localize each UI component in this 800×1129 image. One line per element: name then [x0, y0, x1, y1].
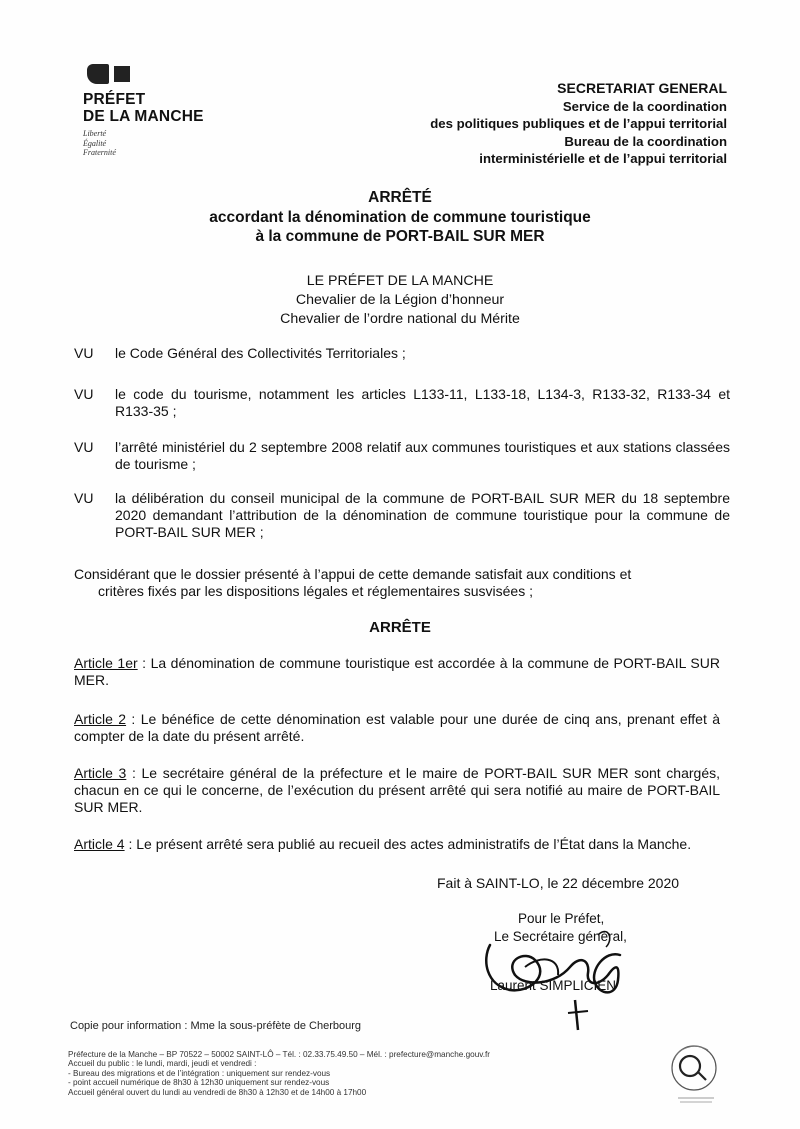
visa-label: VU: [74, 345, 94, 361]
arrete-heading: ARRÊTE: [369, 619, 431, 636]
visa-text: le code du tourisme, notamment les articles L133-11, L133-18, L134-3, R133-32, R133-34 et R133-35 ;: [115, 386, 730, 419]
visa-text: l’arrêté ministériel du 2 septembre 2008 relatif aux communes touristiques et aux stations classées de tourisme ;: [115, 439, 730, 472]
article-label: Article 3: [74, 765, 127, 781]
footer-line: Accueil général ouvert du lundi au vendredi de 8h30 à 12h30 et de 14h00 à 17h00: [68, 1087, 367, 1097]
visa-item: [74, 345, 730, 362]
logo-title-line1: PRÉFET: [83, 91, 146, 108]
visa-item: [74, 439, 730, 473]
motto-fraternite: Fraternité: [83, 148, 116, 157]
copy-recipient: Copie pour information : Mme la sous-préfète de Cherbourg: [70, 1020, 362, 1032]
article-2: [74, 711, 720, 745]
visa-item: [74, 386, 730, 420]
article-text: : La dénomination de commune touristique est accordée à la commune de PORT-BAIL SUR MER.: [74, 655, 720, 689]
motto-liberte: Liberté: [83, 129, 107, 138]
signatory-name: Laurent SIMPLICIEN: [490, 978, 617, 993]
visa-label: VU: [74, 490, 94, 506]
visa-label: VU: [74, 386, 94, 402]
visa-label: VU: [74, 439, 94, 455]
article-label: Article 2: [74, 711, 127, 727]
quality-label-stamp-icon: [656, 1032, 738, 1114]
handwritten-signature: [480, 905, 680, 1035]
prefecture-logo: [83, 64, 233, 158]
footer-line: - Bureau des migrations et de l’intégration : uniquement sur rendez-vous: [68, 1068, 331, 1078]
article-3: [74, 765, 720, 817]
prefet-titles: [100, 272, 700, 329]
visa-item: [74, 490, 730, 540]
title-line: ARRÊTÉ: [368, 189, 432, 206]
article-text: : Le présent arrêté sera publié au recueil des actes administratifs de l’État dans la Manche.: [124, 836, 692, 852]
considerant-line: Considérant que le dossier présenté à l’appui de cette demande satisfait aux conditions et: [74, 566, 632, 582]
prefet-line: Chevalier de l’ordre national du Mérite: [280, 311, 520, 327]
motto-egalite: Égalité: [83, 138, 107, 148]
header-line: Bureau de la coordination: [564, 133, 727, 149]
footer-line: - point accueil numérique de 8h30 à 12h30 uniquement sur rendez-vous: [68, 1078, 330, 1088]
visa-text: le Code Général des Collectivités Territoriales ;: [115, 345, 406, 361]
article-4: [74, 836, 720, 853]
header-line: interministérielle et de l’appui territorial: [479, 151, 727, 166]
article-text: : Le secrétaire général de la préfecture et le maire de PORT-BAIL SUR MER sont chargés, chacun en ce qui le concerne, de l’exécution du présent arrêté qui sera notifié au maire de PORT-BAIL SUR MER.: [74, 765, 720, 816]
header-line: Service de la coordination: [562, 98, 727, 114]
place-date: Fait à SAINT-LO, le 22 décembre 2020: [437, 875, 680, 891]
considerant-paragraph: [74, 566, 730, 600]
article-label: Article 4: [74, 836, 125, 852]
prefet-line: LE PRÉFET DE LA MANCHE: [306, 273, 494, 289]
article-1: [74, 655, 720, 689]
footer-line: Préfecture de la Manche – BP 70522 – 50002 SAINT-LÔ – Tél. : 02.33.75.49.50 – Mél. : prefecture@manche.gouv.fr: [68, 1050, 491, 1059]
issuing-service-header: [327, 80, 727, 168]
marianne-logo-icon: [87, 64, 133, 84]
header-line: des politiques publiques et de l’appui territorial: [430, 116, 727, 131]
signature-block: [480, 905, 680, 1035]
title-line: accordant la dénomination de commune touristique: [209, 208, 591, 226]
signature-line: Pour le Préfet,: [518, 911, 605, 926]
document-title: [100, 188, 700, 247]
republic-motto: [83, 129, 233, 158]
title-line: à la commune de PORT-BAIL SUR MER: [255, 228, 545, 245]
considerant-line: critères fixés par les dispositions légales et réglementaires susvisées ;: [98, 583, 533, 599]
header-line: SECRETARIAT GENERAL: [557, 80, 727, 96]
logo-title-line2: DE LA MANCHE: [83, 108, 204, 125]
prefecture-footer: [68, 1050, 608, 1097]
article-label: Article 1er: [74, 655, 138, 671]
prefet-line: Chevalier de la Légion d’honneur: [295, 292, 505, 308]
article-text: : Le bénéfice de cette dénomination est valable pour une durée de cinq ans, prenant effet à compter de la date du présent arrêté.: [74, 711, 720, 745]
visa-text: la délibération du conseil municipal de la commune de PORT-BAIL SUR MER du 18 septembre 2020 demandant l’attribution de la dénomination de commune touristique pour la commune de PORT-BAIL SUR MER ;: [115, 490, 730, 540]
signature-line: Le Secrétaire général,: [494, 929, 627, 944]
footer-line: Accueil du public : le lundi, mardi, jeudi et vendredi :: [68, 1059, 257, 1069]
